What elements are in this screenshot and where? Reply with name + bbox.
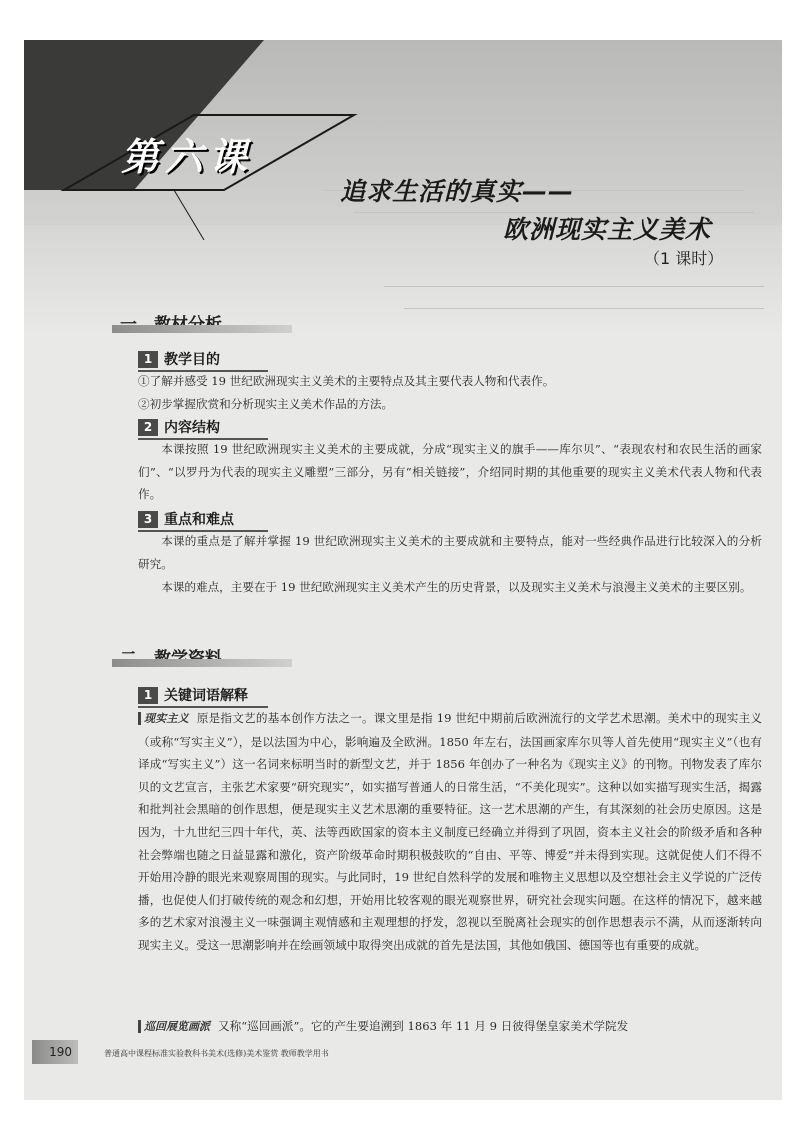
subsection-terms [138, 685, 248, 705]
subsection-title: 重点和难点 [164, 512, 234, 528]
subsection-number: 3 [138, 511, 158, 528]
textbook-page [24, 40, 782, 1100]
lesson-number: 第六课 [121, 135, 254, 179]
subsection-structure [138, 417, 220, 437]
book-footer: 普通高中课程标准实验教科书美术(选修)美术鉴赏 教师教学用书 [104, 1049, 329, 1058]
page-number: 190 [32, 1040, 78, 1064]
term-label: 现实主义 [138, 712, 189, 725]
key-paragraph-2: 本课的难点，主要在于 19 世纪欧洲现实主义美术产生的历史背景，以及现实主义美术与浪漫主义美术的主要区别。 [161, 580, 752, 594]
term-definition: 原是指文艺的基本创作方法之一。课文里是指 19 世纪中期前后欧洲流行的文学艺术思潮。美术中的现实主义（或称“写实主义”），是以法国为中心，影响遍及全欧洲。1850 年左右，法国画家库尔贝等人首先使用“现实主义”（也有译成“写实主义”）这一名词来标明当时的新型文艺，并于 1856 年创办了一种名为《现实主义》的刊物。刊物发表了库尔贝的文艺宣言，主张艺术家要“研究现实”，如实描写普通人的日常生活，“不美化现实”。这种以如实描写现实生活，揭露和批判社会黑暗的创作思想，便是现实主义艺术思潮的重要特征。这一艺术思潮的产生，有其深刻的社会历史原因。这是因为，十九世纪三四十年代，英、法等西欧国家的资本主义制度已经确立并得到了巩固，资本主义社会的阶级矛盾和各种社会弊端也随之日益显露和激化，资产阶级革命时期积极鼓吹的“自由、平等、博爱”并未得到实现。这就促使人们不得不开始用冷静的眼光来观察周围的现实。与此同时，19 世纪自然科学的发展和唯物主义思想以及空想社会主义学说的广泛传播，也促使人们打破传统的观念和幻想，开始用比较客观的眼光观察世界，研究社会现实问题。在这样的情况下，越来越多的艺术家对浪漫主义一味强调主观情感和主观理想的抒发，忽视以至脱离社会现实的创作思想表示不满，从而逐渐转向现实主义。受这一思潮影响并在绘画领域中取得突出成就的首先是法国，其他如俄国、德国等也有重要的成就。 [138, 711, 762, 952]
title-line-2: 欧洲现实主义美术 [503, 215, 712, 244]
subsection-title: 关键词语解释 [164, 688, 248, 704]
subsection-number: 1 [138, 351, 158, 368]
subsection-number: 2 [138, 419, 158, 436]
term-definition: 又称“巡回画派”。它的产生要追溯到 1863 年 11 月 9 日彼得堡皇家美术学院发 [218, 1019, 629, 1033]
goal-item-1: ①了解并感受 19 世纪欧洲现实主义美术的主要特点及其主要代表人物和代表作。 [138, 374, 555, 388]
subsection-title: 教学目的 [164, 352, 220, 368]
term-realism [138, 707, 762, 957]
term-label: 巡回展览画派 [138, 1020, 210, 1033]
key-paragraph-1: 本课的重点是了解并掌握 19 世纪欧洲现实主义美术的主要成就和主要特点，能对一些经典作品进行比较深入的分析研究。 [138, 534, 762, 571]
subsection-number: 1 [138, 687, 158, 704]
class-period: （1 课时） [644, 249, 724, 268]
title-line-1: 追求生活的真实—— [340, 177, 575, 206]
subsection-title: 内容结构 [164, 420, 220, 436]
section-underline-1 [112, 325, 292, 333]
goal-item-2: ②初步掌握欣赏和分析现实主义美术作品的方法。 [138, 397, 394, 411]
structure-paragraph: 本课按照 19 世纪欧洲现实主义美术的主要成就，分成“现实主义的旗手——库尔贝”、“表现农村和农民生活的画家们”、“以罗丹为代表的现实主义雕塑”三部分，另有“相关链接”，介绍同时期的其他重要的现实主义美术代表人物和代表作。 [138, 442, 762, 502]
subsection-goal [138, 349, 220, 369]
section-underline-2 [112, 659, 292, 667]
term-peredvizhniki [138, 1015, 762, 1039]
subsection-key-points [138, 509, 234, 529]
